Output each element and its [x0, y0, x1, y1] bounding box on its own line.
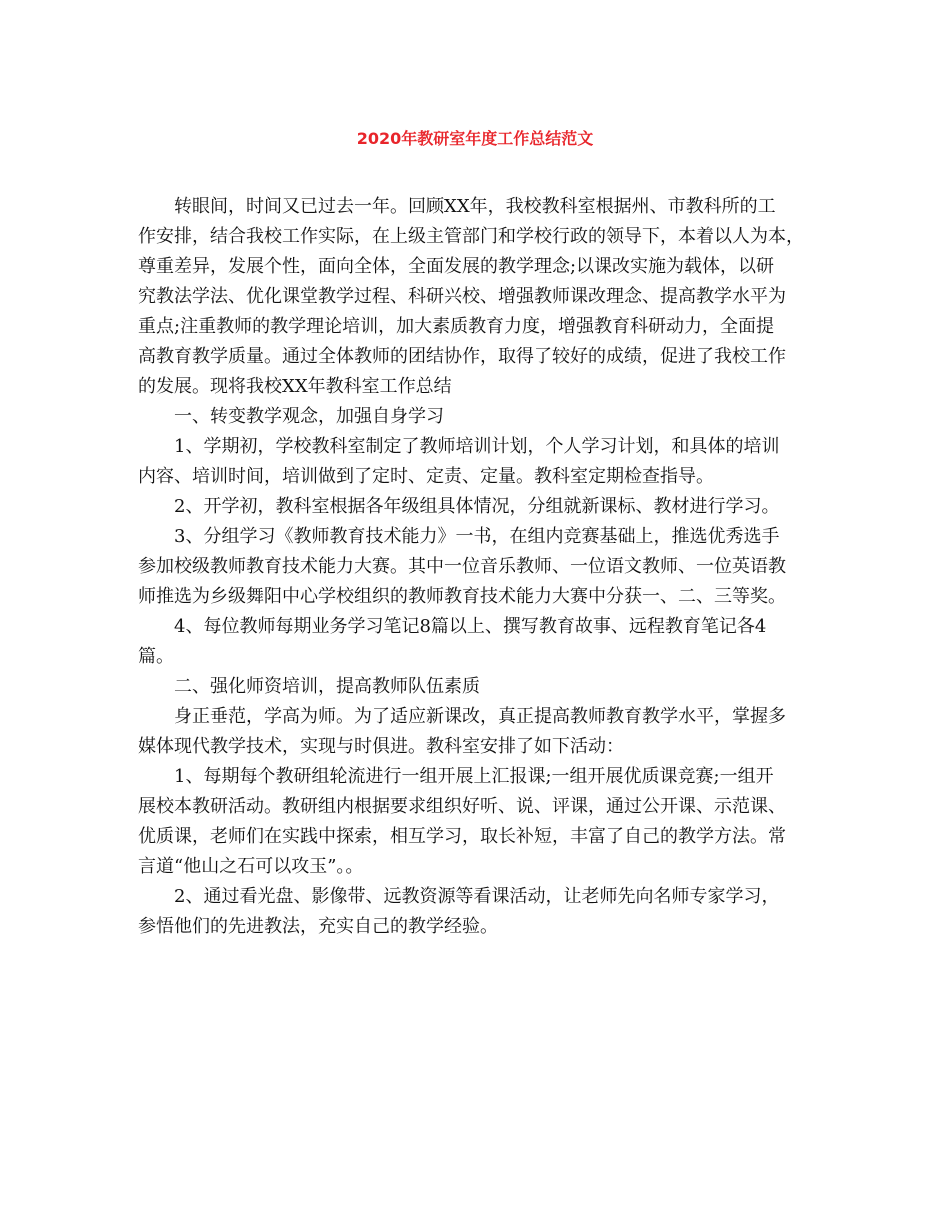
body-line: 作安排，结合我校工作实际，在上级主管部门和学校行政的领导下，本着以人为本， [138, 226, 804, 247]
body-line: 师推选为乡级舞阳中心学校组织的教师教育技术能力大赛中分获一、二、三等奖。 [138, 586, 786, 607]
body-line: 展校本教研活动。教研组内根据要求组织好听、说、评课，通过公开课、示范课、 [138, 796, 786, 817]
body-line: 1、学期初，学校教科室制定了教师培训计划，个人学习计划，和具体的培训 [174, 436, 780, 457]
body-line: 究教法学法、优化课堂教学过程、科研兴校、增强教师课改理念、提高教学水平为 [138, 286, 786, 307]
body-line: 的发展。现将我校XX年教科室工作总结 [138, 376, 452, 397]
body-line: 2、通过看光盘、影像带、远教资源等看课活动，让老师先向名师专家学习， [174, 886, 780, 907]
body-line: 2、开学初，教科室根据各年级组具体情况，分组就新课标、教材进行学习。 [174, 496, 780, 517]
body-line: 尊重差异，发展个性，面向全体，全面发展的教学理念;以课改实施为载体，以研 [138, 256, 775, 277]
body-line: 1、每期每个教研组轮流进行一组开展上汇报课;一组开展优质课竞赛;一组开 [174, 766, 774, 787]
body-line: 二、强化师资培训，提高教师队伍素质 [174, 676, 480, 697]
body-line: 内容、培训时间，培训做到了定时、定责、定量。教科室定期检查指导。 [138, 466, 714, 487]
body-line: 高教育教学质量。通过全体教师的团结协作，取得了较好的成绩，促进了我校工作 [138, 346, 786, 367]
body-line: 3、分组学习《教师教育技术能力》一书，在组内竞赛基础上，推选优秀选手 [174, 526, 780, 547]
body-line: 媒体现代教学技术，实现与时俱进。教科室安排了如下活动： [138, 736, 624, 757]
body-line: 参加校级教师教育技术能力大赛。其中一位音乐教师、一位语文教师、一位英语教 [138, 556, 786, 577]
document-body [138, 192, 818, 942]
body-line: 转眼间，时间又已过去一年。回顾XX年，我校教科室根据州、市教科所的工 [174, 196, 776, 217]
body-line: 优质课，老师们在实践中探索，相互学习，取长补短，丰富了自己的教学方法。常 [138, 826, 786, 847]
body-line: 言道“他山之石可以攻玉”。。 [138, 856, 364, 877]
body-line: 重点;注重教师的教学理论培训，加大素质教育力度，增强教育科研动力，全面提 [138, 316, 775, 337]
body-line: 身正垂范，学高为师。为了适应新课改，真正提高教师教育教学水平，掌握多 [174, 706, 786, 727]
document-title: 2020年教研室年度工作总结范文 [356, 129, 594, 148]
body-line: 篇。 [138, 646, 174, 667]
body-line: 4、每位教师每期业务学习笔记8篇以上、撰写教育故事、远程教育笔记各4 [174, 616, 767, 637]
body-line: 一、转变教学观念，加强自身学习 [174, 406, 444, 427]
body-line: 参悟他们的先进教法，充实自己的教学经验。 [138, 916, 498, 937]
